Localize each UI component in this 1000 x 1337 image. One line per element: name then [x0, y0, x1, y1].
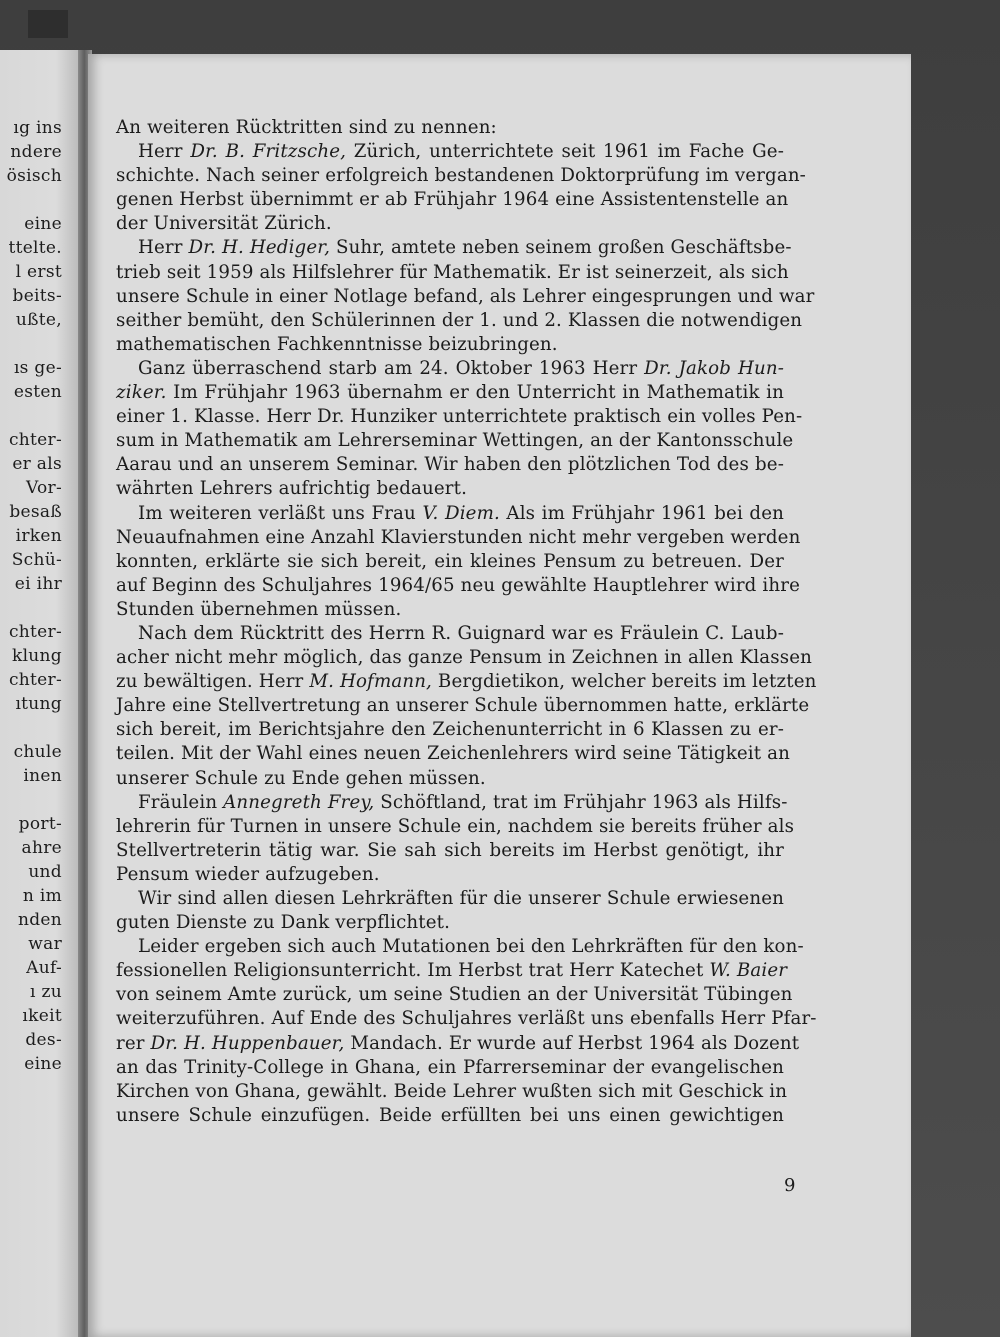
text-line: Jahre eine Stellvertretung an unserer Schule übernommen hatte, erklärte	[116, 695, 810, 717]
left-page-text-fragment: besaß	[9, 502, 62, 522]
left-page-text-fragment: er als	[12, 454, 62, 474]
left-page-text-fragment: chter-	[8, 622, 62, 642]
text-line: rer Dr. H. Huppenbauer, Mandach. Er wurde auf Herbst 1964 als Dozent	[116, 1032, 800, 1054]
left-page-text-fragment: ıtung	[15, 694, 62, 714]
left-page-text-fragment: eine	[24, 1054, 62, 1074]
left-page-text-fragment: n im	[22, 886, 62, 906]
person-name: Dr. B. Fritzsche,	[190, 141, 347, 163]
left-page-text-fragment: ösisch	[6, 166, 62, 186]
text-line: An weiteren Rücktritten sind zu nennen:	[116, 117, 497, 138]
left-page-text-fragment: Vor-	[25, 478, 62, 498]
text-line: konnten, erklärte sie sich bereit, ein kleines Pensum zu betreuen. Der	[116, 550, 784, 572]
left-page-text-fragment: esten	[13, 382, 62, 402]
person-name: V. Diem.	[422, 502, 500, 524]
left-page-text-fragment: chter-	[8, 430, 62, 450]
text-line: unserer Schule zu Ende gehen müssen.	[116, 767, 486, 789]
text-line: genen Herbst übernimmt er ab Frühjahr 1964 eine Assistentenstelle an	[116, 189, 789, 211]
text-line: seither bemüht, den Schülerinnen der 1. und 2. Klassen die notwendigen	[116, 309, 803, 331]
left-page-text-fragment: ı zu	[30, 982, 62, 1002]
text-line: weiterzuführen. Auf Ende des Schuljahres verläßt uns ebenfalls Herr Pfar-	[116, 1008, 817, 1030]
left-page-text-fragment: war	[28, 934, 62, 954]
left-facing-page	[0, 50, 80, 1337]
person-name: Dr. H. Hediger,	[188, 237, 331, 259]
left-page-text-fragment: klung	[11, 646, 62, 666]
left-page-text-fragment: ei ihr	[14, 574, 62, 594]
person-name: W. Baier	[709, 960, 788, 982]
page-number: 9	[784, 1175, 796, 1196]
text-line: Fräulein Annegreth Frey, Schöftland, trat im Frühjahr 1963 als Hilfs-	[138, 791, 788, 813]
left-page-text-fragment: und	[28, 862, 62, 882]
left-page-text-fragment: ıs ge-	[13, 358, 62, 378]
text-line: Herr Dr. B. Fritzsche, Zürich, unterrichtete seit 1961 im Fache Ge-	[138, 141, 784, 163]
left-page-text-fragment: ußte,	[15, 310, 62, 330]
text-line: Stunden übernehmen müssen.	[116, 598, 402, 620]
text-line: Wir sind allen diesen Lehrkräften für die unserer Schule erwiesenen	[138, 888, 784, 909]
text-line: mathematischen Fachkenntnisse beizubringen.	[116, 333, 558, 355]
text-line: von seinem Amte zurück, um seine Studien an der Universität Tübingen	[116, 984, 793, 1006]
text-line: unsere Schule einzufügen. Beide erfüllten bei uns einen gewichtigen	[116, 1104, 784, 1126]
text-line: acher nicht mehr möglich, das ganze Pensum in Zeichnen in allen Klassen	[116, 647, 813, 669]
person-name: Annegreth Frey,	[223, 791, 375, 813]
text-line: ziker. Im Frühjahr 1963 übernahm er den Unterricht in Mathematik in	[116, 382, 784, 404]
text-line: Nach dem Rücktritt des Herrn R. Guignard war es Fräulein C. Laub-	[138, 622, 784, 644]
left-page-text-fragment: nden	[17, 910, 62, 930]
person-name: Dr. Jakob Hun-	[644, 357, 784, 379]
left-page-text-fragment: ttelte.	[8, 238, 62, 258]
text-line: teilen. Mit der Wahl eines neuen Zeichenlehrers wird seine Tätigkeit an	[116, 743, 790, 765]
text-line: einer 1. Klasse. Herr Dr. Hunziker unterrichtete praktisch ein volles Pen-	[116, 406, 803, 428]
left-page-text-fragment: l erst	[15, 262, 62, 282]
text-line: Herr Dr. H. Hediger, Suhr, amtete neben seinem großen Geschäftsbe-	[138, 237, 792, 259]
text-line: Aarau und an unserem Seminar. Wir haben den plötzlichen Tod des be-	[116, 454, 784, 476]
left-page-text-fragment: chule	[13, 742, 62, 762]
text-line: lehrerin für Turnen in unsere Schule ein, nachdem sie bereits früher als	[116, 815, 795, 837]
text-line: der Universität Zürich.	[116, 213, 332, 235]
left-page-text-fragment: ıkeit	[22, 1006, 62, 1026]
person-name: Dr. H. Huppenbauer,	[150, 1032, 345, 1054]
left-page-text-fragment: ıg ins	[13, 118, 62, 138]
text-line: Ganz überraschend starb am 24. Oktober 1963 Herr Dr. Jakob Hun-	[138, 357, 784, 379]
left-page-text-fragment: chter-	[8, 670, 62, 690]
text-line: trieb seit 1959 als Hilfslehrer für Mathematik. Er ist seinerzeit, als sich	[116, 261, 789, 283]
left-page-text-fragment: port-	[18, 814, 62, 834]
text-line: währten Lehrers aufrichtig bedauert.	[116, 478, 468, 500]
text-line: Pensum wieder aufzugeben.	[116, 863, 380, 885]
text-line: fessionellen Religionsunterricht. Im Herbst trat Herr Katechet W. Baier	[116, 960, 788, 982]
text-line: sich bereit, im Berichtsjahre den Zeichenunterricht in 6 Klassen zu er-	[116, 719, 784, 741]
text-line: zu bewältigen. Herr M. Hofmann, Bergdietikon, welcher bereits im letzten	[116, 671, 817, 693]
left-page-text-fragment: inen	[23, 766, 62, 786]
left-page-text-fragment: beits-	[12, 286, 62, 306]
text-line: Kirchen von Ghana, gewählt. Beide Lehrer wußten sich mit Geschick in	[116, 1080, 788, 1102]
text-line: sum in Mathematik am Lehrerseminar Wettingen, an der Kantonsschule	[116, 430, 794, 452]
left-page-text-fragment: Auf-	[26, 958, 62, 978]
body-text	[116, 116, 817, 1128]
text-line: an das Trinity-College in Ghana, ein Pfarrerseminar der evangelischen	[116, 1056, 784, 1078]
text-line: guten Dienste zu Dank verpflichtet.	[116, 912, 451, 934]
scan-artifact	[28, 10, 68, 38]
left-page-text-fragment: des-	[25, 1030, 62, 1050]
left-page-text-fragment: ndere	[10, 142, 62, 162]
text-line: unsere Schule in einer Notlage befand, als Lehrer eingesprungen und war	[116, 285, 815, 307]
left-page-text-fragment: eine	[24, 214, 62, 234]
left-page-text-fragment: irken	[15, 526, 62, 546]
left-page-text-fragment: ahre	[21, 838, 62, 858]
text-line: schichte. Nach seiner erfolgreich bestandenen Doktorprüfung im vergan-	[116, 165, 806, 187]
left-page-text-fragment: Schü-	[11, 550, 62, 570]
text-line: Stellvertreterin tätig war. Sie sah sich bereits im Herbst genötigt, ihr	[116, 839, 784, 861]
document-page	[88, 54, 911, 1337]
text-line: Im weiteren verläßt uns Frau V. Diem. Als im Frühjahr 1961 bei den	[138, 502, 785, 524]
person-name: M. Hofmann,	[309, 671, 432, 693]
text-line: auf Beginn des Schuljahres 1964/65 neu gewählte Hauptlehrer wird ihre	[116, 574, 800, 596]
text-line: Neuaufnahmen eine Anzahl Klavierstunden nicht mehr vergeben werden	[116, 526, 801, 548]
text-line: Leider ergeben sich auch Mutationen bei den Lehrkräften für den kon-	[138, 936, 804, 958]
person-name: ziker.	[116, 382, 167, 404]
